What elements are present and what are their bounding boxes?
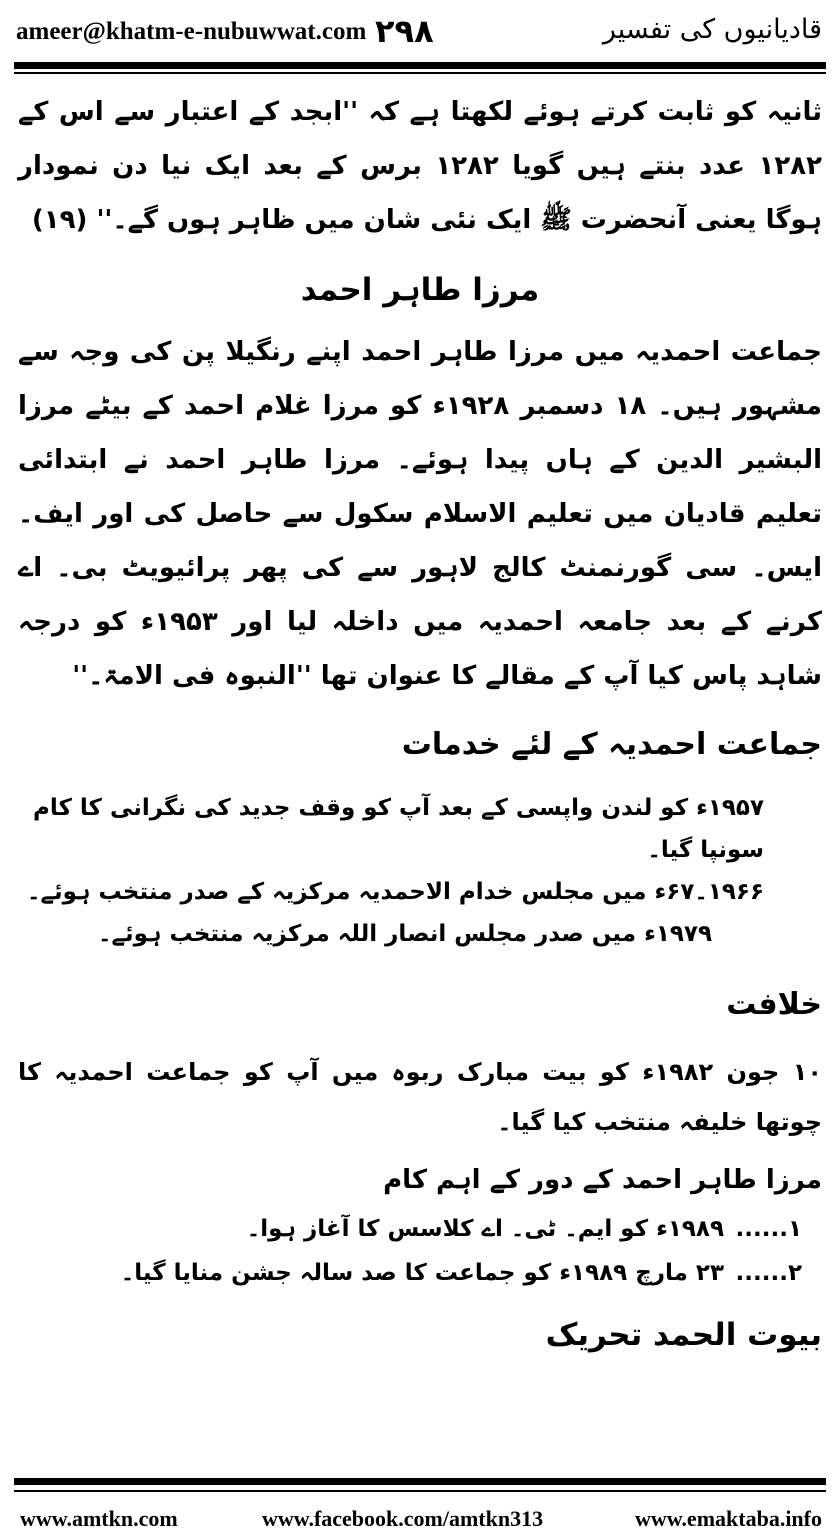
services-line-1: ۱۹۵۷ء کو لندن واپسی کے بعد آپ کو وقف جدید کی نگرانی کا کام سونپا گیا۔ (33, 795, 764, 863)
last-heading: بیوت الحمد تحریک (545, 1317, 822, 1353)
works-item-1 (18, 1207, 822, 1251)
khilafat-heading: خلافت (726, 987, 822, 1022)
footer-link-right[interactable]: www.emaktaba.info (634, 1506, 822, 1531)
page-footer (0, 1502, 840, 1536)
services-line-3: ۱۹۷۹ء میں صدر مجلس انصار اللہ مرکزیہ منتخب ہوئے۔ (98, 921, 712, 947)
footer-rule-thick (14, 1478, 826, 1485)
page-number: ۲۹۸ (375, 12, 434, 50)
works-item-number: ۱...... (735, 1216, 802, 1242)
header-email: ameer@khatm-e-nubuwwat.com (16, 18, 367, 45)
page-body (18, 85, 822, 1377)
works-item-2 (18, 1251, 822, 1295)
works-item-text: ۲۳ مارچ ۱۹۸۹ء کو جماعت کا صد سالہ جشن منایا گیا۔ (120, 1260, 724, 1286)
footer-link-center[interactable]: www.facebook.com/amtkn313 (262, 1506, 544, 1531)
services-heading: جماعت احمدیہ کے لئے خدمات (401, 727, 822, 762)
header-rule-thick (14, 62, 826, 69)
footer-rule-thin (14, 1490, 826, 1492)
section-title: مرزا طاہر احمد (300, 272, 540, 308)
works-item-number: ۲...... (735, 1260, 802, 1286)
header-rule-thin (14, 72, 826, 74)
works-heading: مرزا طاہر احمد کے دور کے اہم کام (383, 1165, 822, 1195)
works-item-text: ۱۹۸۹ء کو ایم۔ ٹی۔ اے کلاسس کا آغاز ہوا۔ (246, 1216, 724, 1242)
intro-paragraph: ثانیہ کو ثابت کرتے ہوئے لکھتا ہے کہ ''ابجد کے اعتبار سے اس کے ۱۲۸۲ عدد بنتے ہیں گویا ۱۲۸۲ برس کے بعد ایک نیا دن نمودار ہوگا یعنی آنحضرت ﷺ ایک نئی شان میں ظاہر ہوں گے۔'' (۱۹) (18, 97, 822, 235)
footer-link-left[interactable]: www.amtkn.com (20, 1506, 178, 1531)
khilafat-text: ۱۰ جون ۱۹۸۲ء کو بیت مبارک ربوہ میں آپ کو جماعت احمدیہ کا چوتھا خلیفہ منتخب کیا گیا۔ (18, 1058, 822, 1136)
book-title: قادیانیوں کی تفسیر (602, 14, 822, 45)
services-line-2: ۱۹۶۶۔۶۷ء میں مجلس خدام الاحمدیہ مرکزیہ کے صدر منتخب ہوئے۔ (27, 879, 764, 905)
bio-paragraph: جماعت احمدیہ میں مرزا طاہر احمد اپنے رنگیلا پن کی وجہ سے مشہور ہیں۔ ۱۸ دسمبر ۱۹۲۸ء کو مرزا غلام احمد کے بیٹے مرزا البشیر الدین کے ہاں پیدا ہوئے۔ مرزا طاہر احمد نے ابتدائی تعلیم قادیان میں تعلیم الاسلام سکول سے حاصل کی اور ایف۔ ایس۔ سی گورنمنٹ کالج لاہور سے کی پھر پرائیویٹ بی۔ اے کرنے کے بعد جامعہ احمدیہ میں داخلہ لیا اور ۱۹۵۳ء کو درجہ شاہد پاس کیا آپ کے مقالے کا عنوان تھا ''النبوہ فی الامۃ۔'' (18, 337, 823, 691)
